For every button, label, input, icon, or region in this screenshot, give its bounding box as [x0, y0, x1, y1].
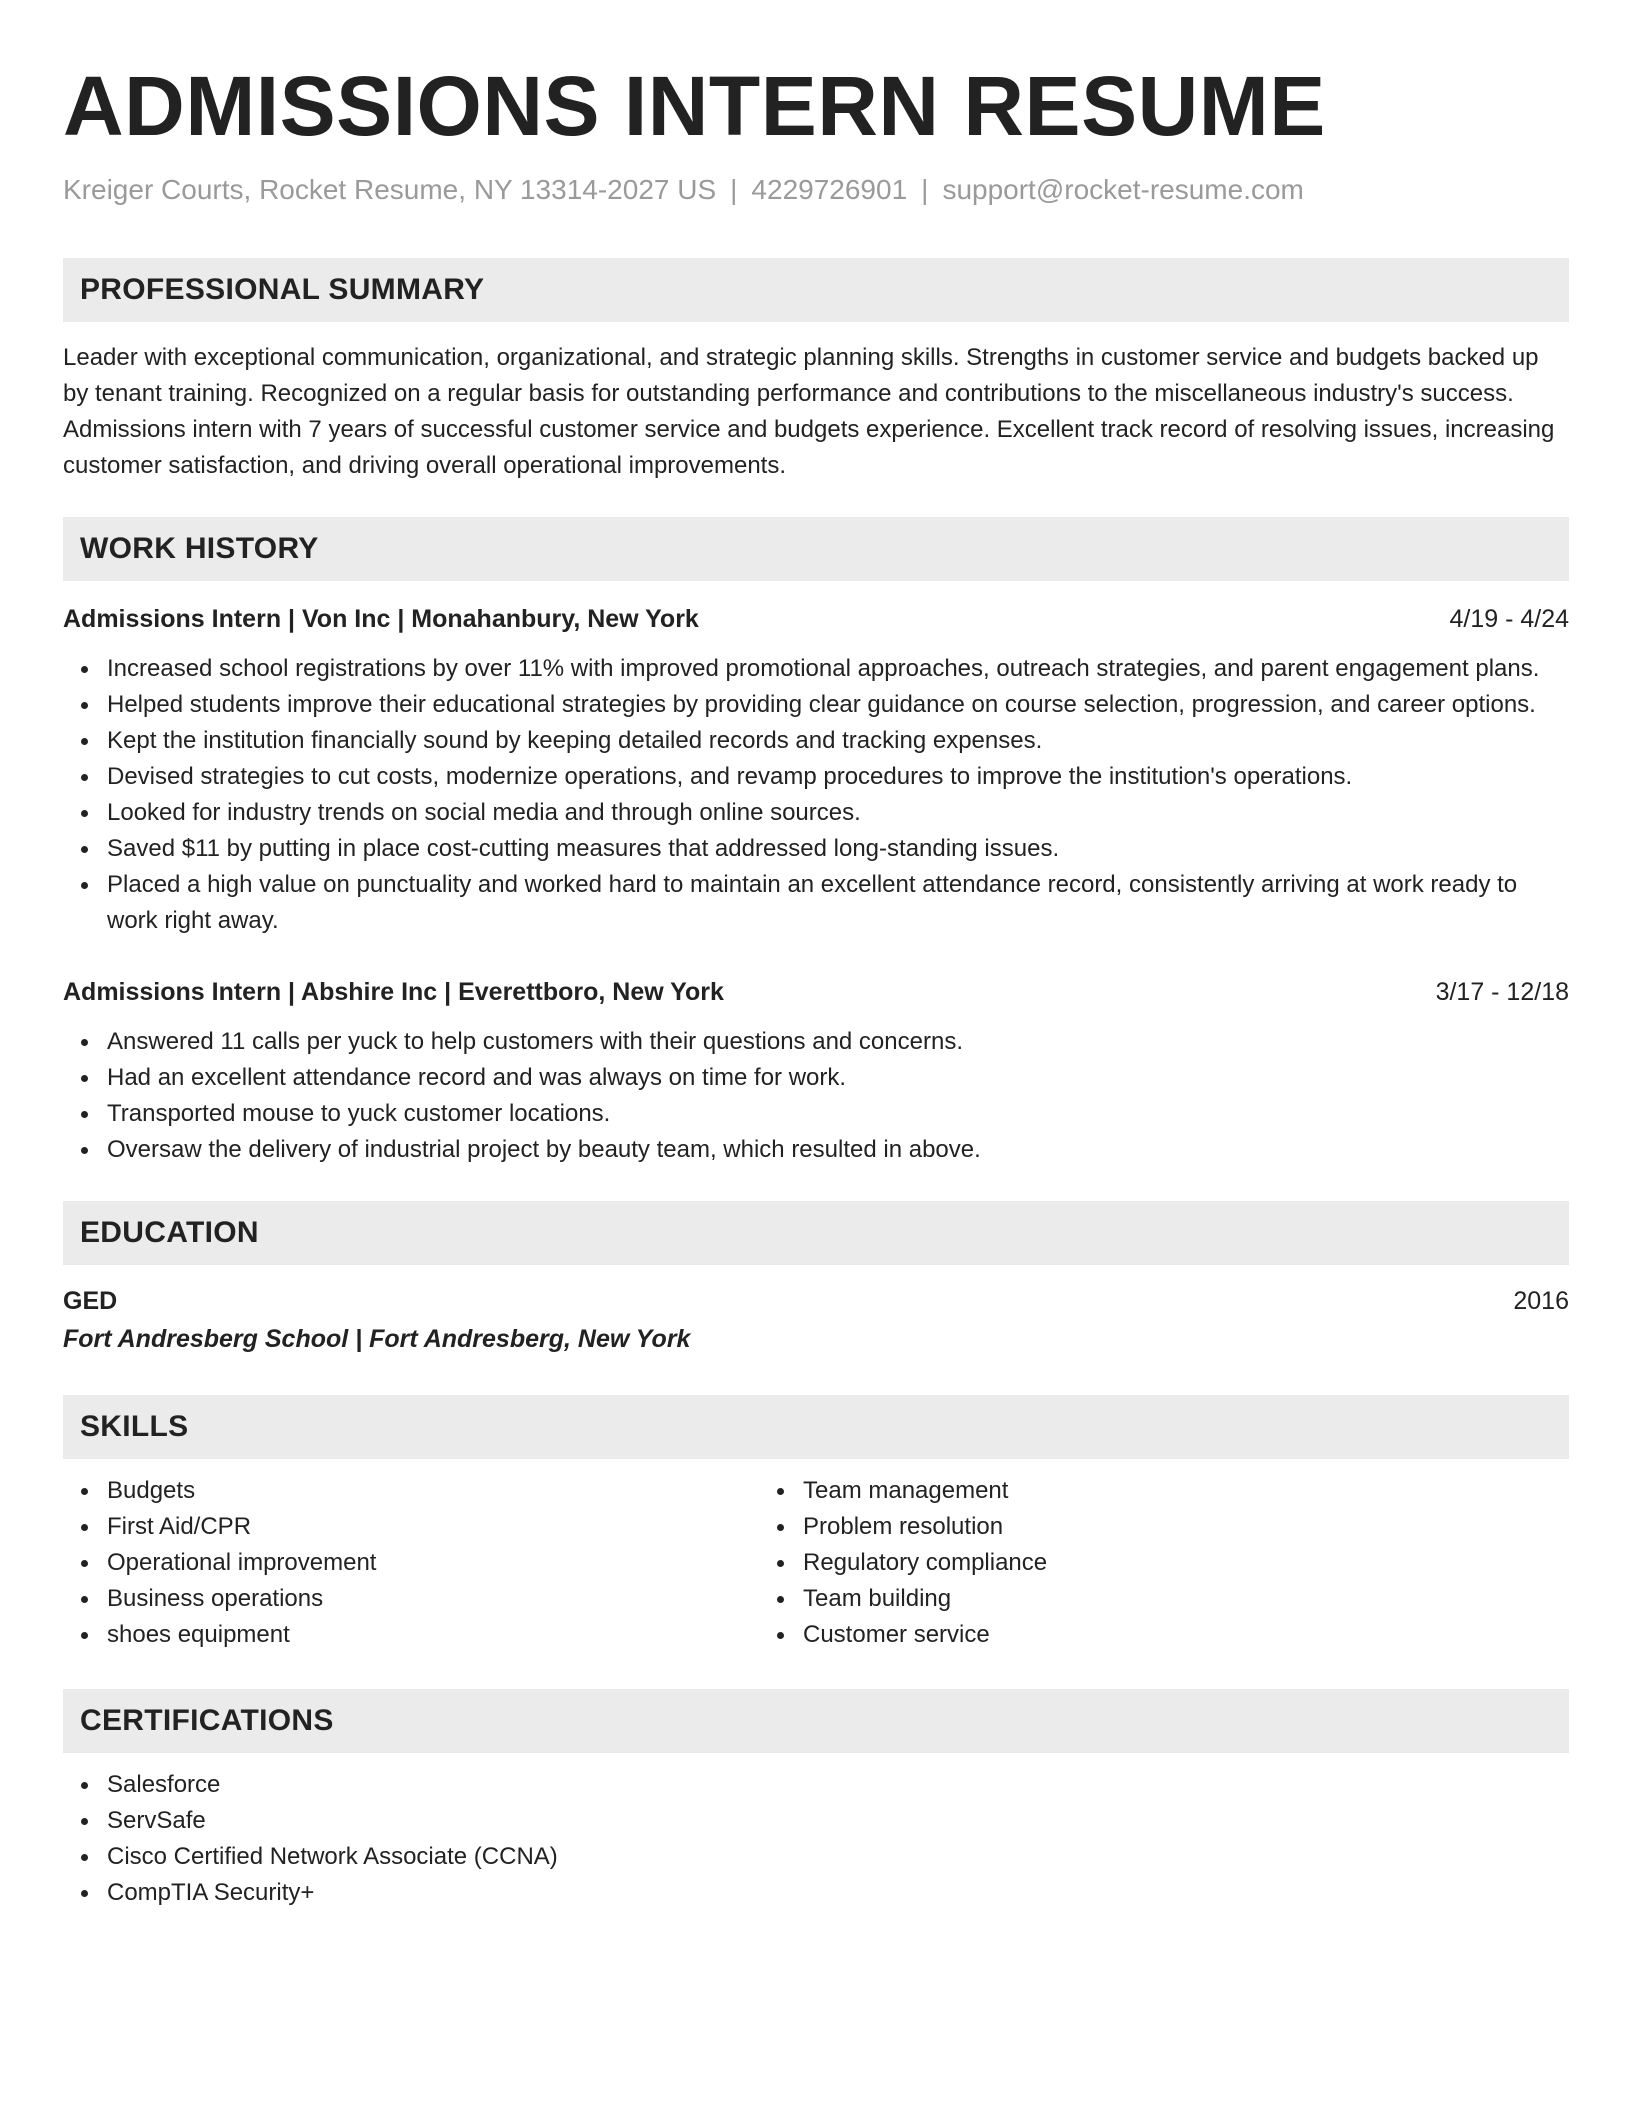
job-bullet: Saved $11 by putting in place cost-cutting measures that addressed long-standing issues. [107, 831, 1569, 867]
skill-item: Team building [803, 1581, 1459, 1617]
skills-list-right [759, 1473, 1459, 1653]
certification-item: CompTIA Security+ [107, 1875, 1569, 1911]
job-entry [63, 601, 1569, 939]
section-header-summary: PROFESSIONAL SUMMARY [63, 258, 1569, 322]
resume-title: ADMISSIONS INTERN RESUME [63, 59, 1326, 153]
contact-address: Kreiger Courts, Rocket Resume, NY 13314-2027 US [63, 174, 717, 205]
education-header [63, 1283, 1569, 1319]
job-dates: 4/19 - 4/24 [1449, 605, 1569, 633]
job-dates: 3/17 - 12/18 [1435, 978, 1569, 1006]
job-bullet: Oversaw the delivery of industrial project by beauty team, which resulted in above. [107, 1132, 1569, 1168]
job-bullet: Devised strategies to cut costs, modernize operations, and revamp procedures to improve the institution's operations. [107, 759, 1569, 795]
job-heading: Admissions Intern | Abshire Inc | Everettboro, New York [63, 978, 724, 1006]
skill-item: Budgets [107, 1473, 759, 1509]
skill-item: Regulatory compliance [803, 1545, 1459, 1581]
certification-item: ServSafe [107, 1803, 1569, 1839]
skill-item: Customer service [803, 1617, 1459, 1653]
section-header-skills: SKILLS [63, 1395, 1569, 1459]
education-degree: GED [63, 1287, 118, 1315]
skill-item: Business operations [107, 1581, 759, 1617]
skill-item: Team management [803, 1473, 1459, 1509]
section-header-work-history: WORK HISTORY [63, 517, 1569, 581]
job-bullets [63, 1024, 1569, 1168]
skill-item: Operational improvement [107, 1545, 759, 1581]
contact-phone: 4229726901 [751, 174, 908, 205]
education-entry [63, 1283, 1569, 1359]
job-bullet: Increased school registrations by over 11% with improved promotional approaches, outreach strategies, and parent engagement plans. [107, 651, 1569, 687]
skill-item: Problem resolution [803, 1509, 1459, 1545]
job-heading: Admissions Intern | Von Inc | Monahanbury, New York [63, 605, 699, 633]
job-bullet: Had an excellent attendance record and was always on time for work. [107, 1060, 1569, 1096]
job-header [63, 601, 1569, 637]
job-bullet: Transported mouse to yuck customer locations. [107, 1096, 1569, 1132]
section-header-education: EDUCATION [63, 1201, 1569, 1265]
section-header-certifications: CERTIFICATIONS [63, 1689, 1569, 1753]
contact-email: support@rocket-resume.com [942, 174, 1304, 205]
job-bullet: Looked for industry trends on social media and through online sources. [107, 795, 1569, 831]
job-bullet: Placed a high value on punctuality and worked hard to maintain an excellent attendance record, consistently arriving at work ready to work right away. [107, 867, 1569, 939]
contact-line [63, 172, 1569, 208]
education-school: Fort Andresberg School | Fort Andresberg, New York [63, 1325, 691, 1353]
certification-item: Cisco Certified Network Associate (CCNA) [107, 1839, 1569, 1875]
skill-item: shoes equipment [107, 1617, 759, 1653]
contact-separator: | [730, 174, 738, 205]
job-entry [63, 974, 1569, 1168]
job-bullet: Helped students improve their educational strategies by providing clear guidance on course selection, progression, and career options. [107, 687, 1569, 723]
job-header [63, 974, 1569, 1010]
certification-item: Salesforce [107, 1767, 1569, 1803]
skills-list-left [63, 1473, 759, 1653]
job-bullet: Kept the institution financially sound by keeping detailed records and tracking expenses. [107, 723, 1569, 759]
skill-item: First Aid/CPR [107, 1509, 759, 1545]
job-bullet: Answered 11 calls per yuck to help customers with their questions and concerns. [107, 1024, 1569, 1060]
skills-columns [63, 1473, 1569, 1653]
certifications-list [63, 1767, 1569, 1911]
summary-text: Leader with exceptional communication, organizational, and strategic planning skills. Strengths in customer service and budgets backed up by tenant training. Recognized on a regular basis for outstanding performance and contributions to the miscellaneous industry's success. Admissions intern with 7 years of successful customer service and budgets experience. Excellent track record of resolving issues, increasing customer satisfaction, and driving overall operational improvements. [63, 344, 1555, 479]
contact-separator: | [921, 174, 929, 205]
education-year: 2016 [1513, 1287, 1569, 1315]
job-bullets [63, 651, 1569, 939]
